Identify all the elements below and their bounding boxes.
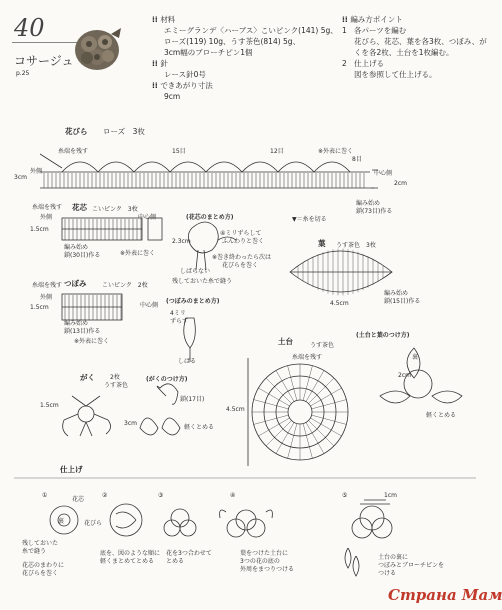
petal-start: 編み始め <box>356 200 381 207</box>
bud-height: 1.5cm <box>30 304 49 311</box>
stitch-mark <box>303 424 312 459</box>
finish-step4-note: 3つの花の底の <box>240 558 280 565</box>
leaf-title: 葉 <box>318 239 326 248</box>
petal-leave-thread: 糸端を残す <box>58 148 89 155</box>
step-number: 2 <box>342 59 347 68</box>
step-text: 仕上げる <box>354 59 384 68</box>
core-spec: こいピンク 3枚 <box>92 206 138 213</box>
base-attach-sketch <box>380 348 462 403</box>
step-text: くを各2枚、土台を1枚編む。 <box>354 48 454 57</box>
core-assembly-size: 2.3cm <box>172 238 191 245</box>
bud-assembly-note: 4ミリ <box>170 310 186 317</box>
bud-leave-thread: 糸端を残す <box>32 282 63 289</box>
stitch-mark <box>312 415 347 424</box>
points-block: ⁞⁞ 編み方ポイント 1 各パーツを編む 花びら、花芯、葉を各3枚、つぼみ、が くを各2枚、土台を1枚編む。 2 仕上げる 図を参照して仕上げる。 <box>342 15 487 79</box>
finish-step2-note: 軽くまとめてとめる <box>100 558 155 565</box>
bud-assembly-title: (つぼみのまとめ方) <box>166 298 220 305</box>
finish-step5-note: 土台の裏に <box>378 554 409 561</box>
bud-spec: こいピンク 2枚 <box>102 282 148 289</box>
finish-step5-size: 1cm <box>384 492 397 499</box>
core-assembly-title: (花芯のまとめ方) <box>186 214 234 221</box>
leaf-spec: うす茶色 3枚 <box>336 242 376 249</box>
finish-step1-core: 花芯 <box>72 496 85 503</box>
materials-line: エミーグランデ〈ハーブス〉こいピンク(141) 5g、 <box>164 26 338 35</box>
petal-count-15: 15目 <box>172 148 186 155</box>
leaf-start: 編み始め <box>384 290 409 297</box>
finish-step3-note: 花を3つ合わせて <box>166 550 212 557</box>
stitch-mark <box>288 366 297 401</box>
base-attach-note: 軽くとめる <box>426 412 457 419</box>
materials-line: 3cm幅のブローチピン1個 <box>164 48 253 57</box>
petal-center: 中心側 <box>374 170 393 177</box>
needle-heading: 針 <box>160 59 168 68</box>
finish-step5-note: つける <box>378 570 397 577</box>
finish-step1-back: 裏 <box>58 518 65 525</box>
finish-step1-petal: 花びら <box>84 520 103 527</box>
petal-height: 3cm <box>14 174 27 181</box>
base-attach-back: 裏 <box>412 354 419 361</box>
needle-value: レース針0号 <box>164 70 206 79</box>
step-text: 花びら、花芯、葉を各3枚、つぼみ、が <box>354 37 487 46</box>
stitch-mark <box>303 366 312 401</box>
finish-step-number: ⑤ <box>342 492 348 499</box>
size-heading: できあがり寸法 <box>160 81 213 90</box>
bud-outer: 外側 <box>40 294 53 301</box>
finish-step1-note: 残しておいた <box>22 540 59 547</box>
core-assembly-note: ④ミリずらして <box>220 230 262 237</box>
finish-step1-note: 糸で縫う <box>22 548 47 555</box>
materials-line: ローズ(119) 10g、うす茶色(814) 5g、 <box>164 37 301 46</box>
core-assembly-note: 花びらを巻く <box>222 262 259 269</box>
petal-stitches <box>44 173 364 188</box>
finish-step-number: ② <box>102 492 108 499</box>
finish-step-number: ③ <box>158 492 164 499</box>
bud-back-note: ※外表に巻く <box>74 338 110 345</box>
leaf-size: 4.5cm <box>330 300 349 307</box>
core-assembly-note: ふんわりと巻く <box>222 238 265 245</box>
sepal-height: 1.5cm <box>40 402 59 409</box>
step-text: 図を参照して仕上げる。 <box>354 70 437 79</box>
step-number: 1 <box>342 26 347 35</box>
core-chain: 鎖(30目)作る <box>64 252 101 259</box>
base-attach-title: (土台と葉のつけ方) <box>356 332 410 339</box>
step-text: 各パーツを編む <box>354 26 407 35</box>
finish-step3-note: とめる <box>166 558 185 565</box>
core-start: 編み始め <box>64 244 89 251</box>
petal-count-8: 8目 <box>352 156 362 163</box>
core-title: 花芯 <box>72 203 87 212</box>
petal-title: 花びら <box>65 127 88 136</box>
sepal-attach-chain: 鎖(17目) <box>180 396 205 403</box>
core-height: 1.5cm <box>30 226 49 233</box>
core-back-note: ※外表に巻く <box>120 250 156 257</box>
stitch-mark <box>254 415 289 424</box>
page-ref: p.25 <box>16 70 30 77</box>
bud-title: つぼみ <box>64 279 87 288</box>
base-size: 4.5cm <box>226 406 245 413</box>
sepal-spec: 2枚 <box>110 374 120 381</box>
base-chart <box>248 358 348 466</box>
finish-step4-note: 外周をまつりつける <box>240 566 295 573</box>
core-assembly-note: 残しておいた糸で縫う <box>172 278 233 285</box>
sepal-chart <box>63 396 111 436</box>
cut-legend: ▼＝糸を切る <box>292 216 327 223</box>
finish-step2-note: 底を、図のような順に <box>100 550 161 557</box>
stitch-mark <box>288 424 297 459</box>
bud-chain: 鎖(13目)作る <box>64 328 101 335</box>
size-value: 9cm <box>164 92 181 101</box>
stitch-mark <box>254 400 289 409</box>
finish-step1-note: 花芯のまわりに <box>22 562 65 569</box>
finish-step4-note: 葉をつけた土台に <box>240 550 289 557</box>
finish-step1-note: 花びらを巻く <box>22 570 59 577</box>
petal-outer: 外側 <box>30 168 43 175</box>
base-leave-thread: 糸端を残す <box>292 354 323 361</box>
pattern-number: 40 <box>14 14 45 42</box>
sepal-title: がく <box>80 373 95 382</box>
base-title: 土台 <box>278 337 293 346</box>
core-assembly-note: しばらない <box>180 268 211 275</box>
core-chart <box>62 218 162 240</box>
core-outer: 外側 <box>40 214 53 221</box>
pattern-title: コサージュ <box>14 54 74 68</box>
petal-chart <box>40 154 378 188</box>
core-leave-thread: 糸端を残す <box>32 204 63 211</box>
finish-step-number: ④ <box>230 492 236 499</box>
sepal-attach-size: 3cm <box>124 420 137 427</box>
bud-chart <box>62 294 122 320</box>
petal-chain: 鎖(73目)作る <box>356 208 393 215</box>
petal-back-note: ※外表に巻く <box>318 148 354 155</box>
core-center: 中心側 <box>138 214 157 221</box>
materials-block: ⁞⁞ 材料 エミーグランデ〈ハーブス〉こいピンク(141) 5g、 ローズ(119) 10g、うす茶色(814) 5g、 3cm幅のブローチピン1個 ⁞⁞ 針 レース針0号 ⁞⁞ できあがり寸法 9cm <box>152 15 338 101</box>
sepal-attach-sketch <box>140 384 180 435</box>
watermark: Страна Мам <box>388 586 502 604</box>
sepal-attach-note: 軽くとめる <box>184 424 215 431</box>
finish-title: 仕上げ <box>60 465 83 474</box>
core-assembly-note: ※巻き終わったら次は <box>212 254 271 261</box>
petal-count-12: 12目 <box>270 148 284 155</box>
materials-heading: 材料 <box>160 15 176 24</box>
petal-2cm: 2cm <box>394 180 407 187</box>
base-attach-size: 2cm <box>398 372 411 379</box>
bud-assembly-note: しばる <box>178 358 197 365</box>
bud-assembly-note: ずらす <box>170 318 189 325</box>
bud-start: 編み始め <box>64 320 89 327</box>
base-spec: うす茶色 <box>310 342 335 349</box>
stitch-mark <box>312 400 347 409</box>
sepal-spec: うす茶色 <box>104 382 129 389</box>
leaf-chain: 鎖(15目)作る <box>384 298 421 305</box>
finish-step5-note: つぼみとブローチピンを <box>378 562 445 569</box>
finish-step-number: ① <box>42 492 48 499</box>
points-heading: 編み方ポイント <box>350 15 403 24</box>
petal-spec: ローズ 3枚 <box>103 127 145 136</box>
sepal-attach-title: (がくのつけ方) <box>146 376 188 383</box>
bud-center: 中心側 <box>140 302 159 309</box>
leaf-chart <box>290 249 392 296</box>
